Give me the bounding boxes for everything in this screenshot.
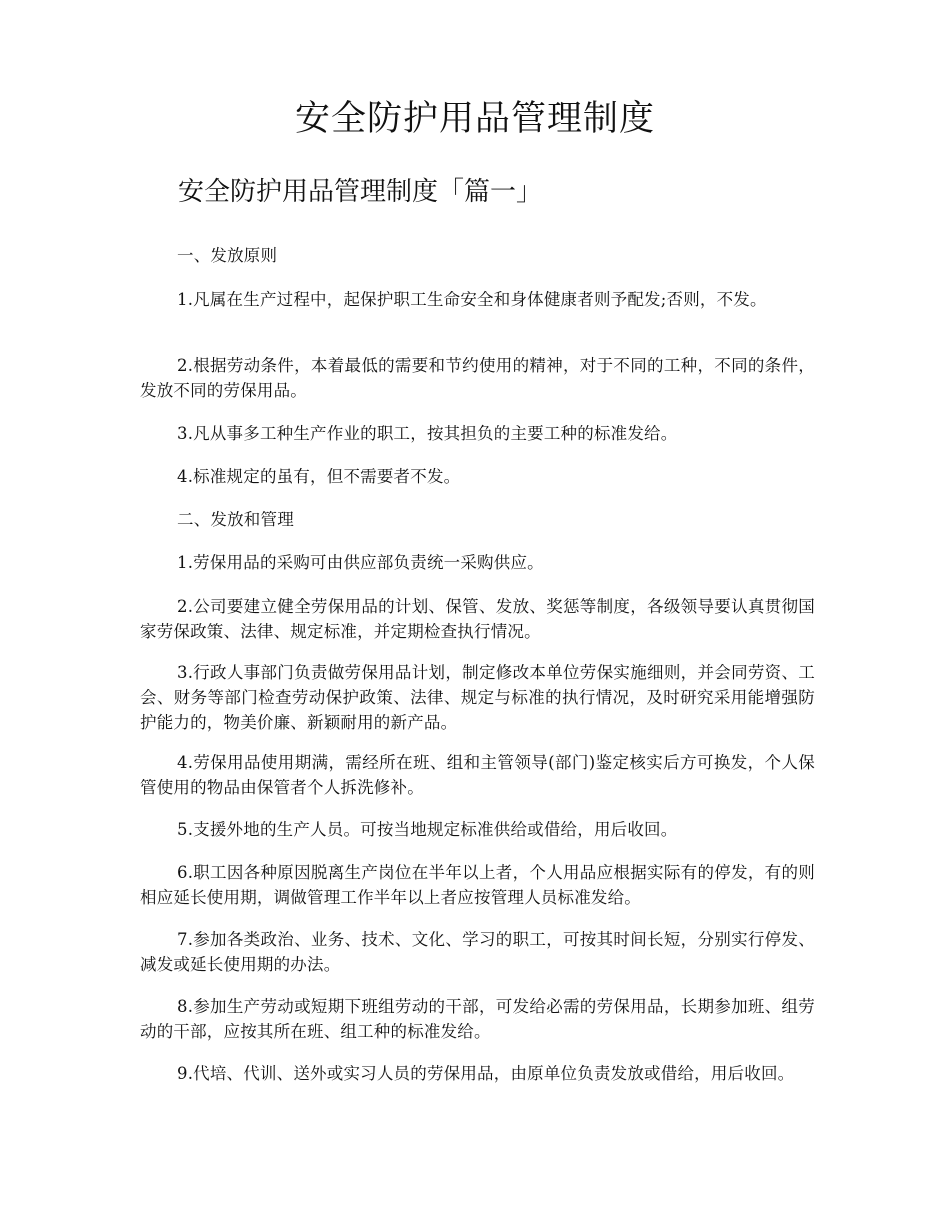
paragraph: 8.参加生产劳动或短期下班组劳动的干部，可发给必需的劳保用品，长期参加班、组劳动的干部，应按其所在班、组工种的标准发给。	[140, 997, 815, 1041]
paragraph: 3.行政人事部门负责做劳保用品计划，制定修改本单位劳保实施细则，并会同劳资、工会、财务等部门检查劳动保护政策、法律、规定与标准的执行情况，及时研究采用能增强防护能力的，物美价廉、新颖耐用的新产品。	[140, 663, 815, 732]
paragraph: 9.代培、代训、送外或实习人员的劳保用品，由原单位负责发放或借给，用后收回。	[177, 1064, 795, 1083]
paragraph: 3.凡从事多工种生产作业的职工，按其担负的主要工种的标准发给。	[177, 424, 678, 443]
paragraph: 1.劳保用品的采购可由供应部负责统一采购供应。	[177, 553, 544, 572]
paragraph: 4.标准规定的虽有，但不需要者不发。	[177, 467, 461, 486]
paragraph: 2.公司要建立健全劳保用品的计划、保管、发放、奖惩等制度，各级领导要认真贯彻国家劳保政策、法律、规定标准，并定期检查执行情况。	[140, 597, 815, 641]
heading-issuing-and-management: 二、发放和管理	[177, 510, 294, 529]
paragraph: 6.职工因各种原因脱离生产岗位在半年以上者，个人用品应根据实际有的停发，有的则相应延长使用期，调做管理工作半年以上者应按管理人员标准发给。	[140, 863, 815, 907]
heading-issuing-principles: 一、发放原则	[177, 246, 278, 265]
document-title: 安全防护用品管理制度	[294, 99, 655, 139]
paragraph: 4.劳保用品使用期满，需经所在班、组和主管领导(部门)鉴定核实后方可换发，个人保管使用的物品由保管者个人拆洗修补。	[140, 753, 815, 797]
paragraph: 5.支援外地的生产人员。可按当地规定标准供给或借给，用后收回。	[177, 820, 678, 839]
paragraph: 7.参加各类政治、业务、技术、文化、学习的职工，可按其时间长短，分别实行停发、减发或延长使用期的办法。	[140, 930, 815, 974]
paragraph: 1.凡属在生产过程中，起保护职工生命安全和身体健康者则予配发;否则，不发。	[177, 290, 767, 309]
section-title: 安全防护用品管理制度「篇一」	[178, 177, 543, 207]
paragraph: 2.根据劳动条件，本着最低的需要和节约使用的精神，对于不同的工种，不同的条件，发放不同的劳保用品。	[140, 356, 815, 400]
